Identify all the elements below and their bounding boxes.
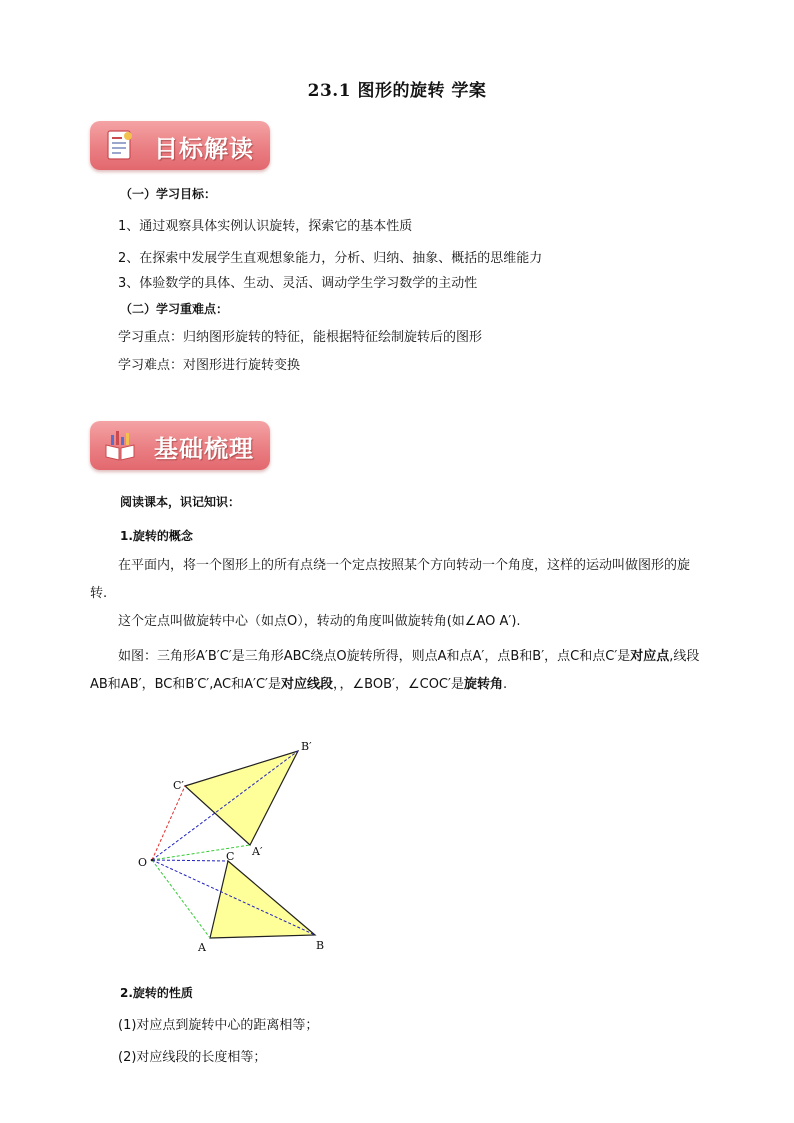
reading-intro: 阅读课本，识记知识： (120, 495, 241, 509)
label-b-prime: B′ (301, 740, 312, 753)
label-c-prime: C′ (173, 779, 184, 792)
properties-heading: 2.旋转的性质 (120, 986, 193, 1000)
concept-paragraph-2: 这个定点叫做旋转中心（如点O），转动的角度叫做旋转角(如∠AO A′). (118, 614, 521, 629)
dash-o-c (152, 860, 228, 861)
objectives-heading: （一）学习目标： (120, 187, 217, 201)
triangle-abc (210, 861, 315, 938)
example-text-1: 如图：三角形A′B′C′是三角形ABC绕点O旋转所得，则点A和点A′，点B和B′，点C和点C′是 (118, 649, 631, 664)
example-text-3: ，，∠BOB′，∠COC′是 (333, 677, 464, 692)
example-paragraph (90, 643, 702, 699)
objectives-banner (90, 121, 270, 170)
property-1: (1)对应点到旋转中心的距离相等； (118, 1018, 319, 1033)
term-corresponding-segments: 对应线段 (281, 677, 334, 692)
key-point: 学习重点：归纳图形旋转的特征，能根据特征绘制旋转后的图形 (118, 330, 483, 345)
objective-item-1: 1、通过观察具体实例认识旋转，探索它的基本性质 (118, 219, 413, 234)
label-a-prime: A′ (252, 845, 263, 858)
objective-item-3: 3、体验数学的具体、生动、灵活、调动学生学习数学的主动性 (118, 276, 478, 291)
rotation-figure (130, 733, 340, 963)
concept-paragraph-1: 在平面内，将一个图形上的所有点绕一个定点按照某个方向转动一个角度，这样的运动叫做图形的旋转. (90, 558, 691, 601)
basics-banner (90, 421, 270, 470)
term-corresponding-points: 对应点 (630, 649, 670, 664)
label-a: A (198, 941, 206, 954)
concept-heading: 1.旋转的概念 (120, 529, 193, 543)
example-text-4: . (502, 677, 508, 692)
document-icon (102, 127, 138, 163)
dash-o-a-prime (152, 845, 250, 860)
dash-o-c-prime (152, 786, 185, 860)
key-difficulty-heading: （二）学习重难点： (120, 302, 229, 316)
term-rotation-angle: 旋转角 (463, 677, 503, 692)
property-2: (2)对应线段的长度相等； (118, 1050, 267, 1065)
objective-item-2: 2、在探索中发展学生直观想象能力，分析、归纳、抽象、概括的思维能力 (118, 251, 543, 266)
label-b: B (316, 939, 325, 952)
book-chart-icon (102, 427, 138, 463)
label-o: O (138, 856, 148, 869)
difficulty-point: 学习难点：对图形进行旋转变换 (118, 358, 301, 373)
dash-o-a (152, 860, 210, 938)
point-o (151, 859, 154, 862)
triangle-a-prime-b-prime-c-prime (185, 751, 298, 845)
basics-banner-label: 基础梳理 (154, 435, 254, 463)
example-text-2: ,线段AB和AB′，BC和B′C′,AC和A′C′是 (90, 649, 700, 692)
objectives-banner-label: 目标解读 (154, 135, 254, 163)
page-title: 23.1 图形的旋转 学案 (307, 81, 487, 101)
label-c: C (226, 850, 235, 863)
